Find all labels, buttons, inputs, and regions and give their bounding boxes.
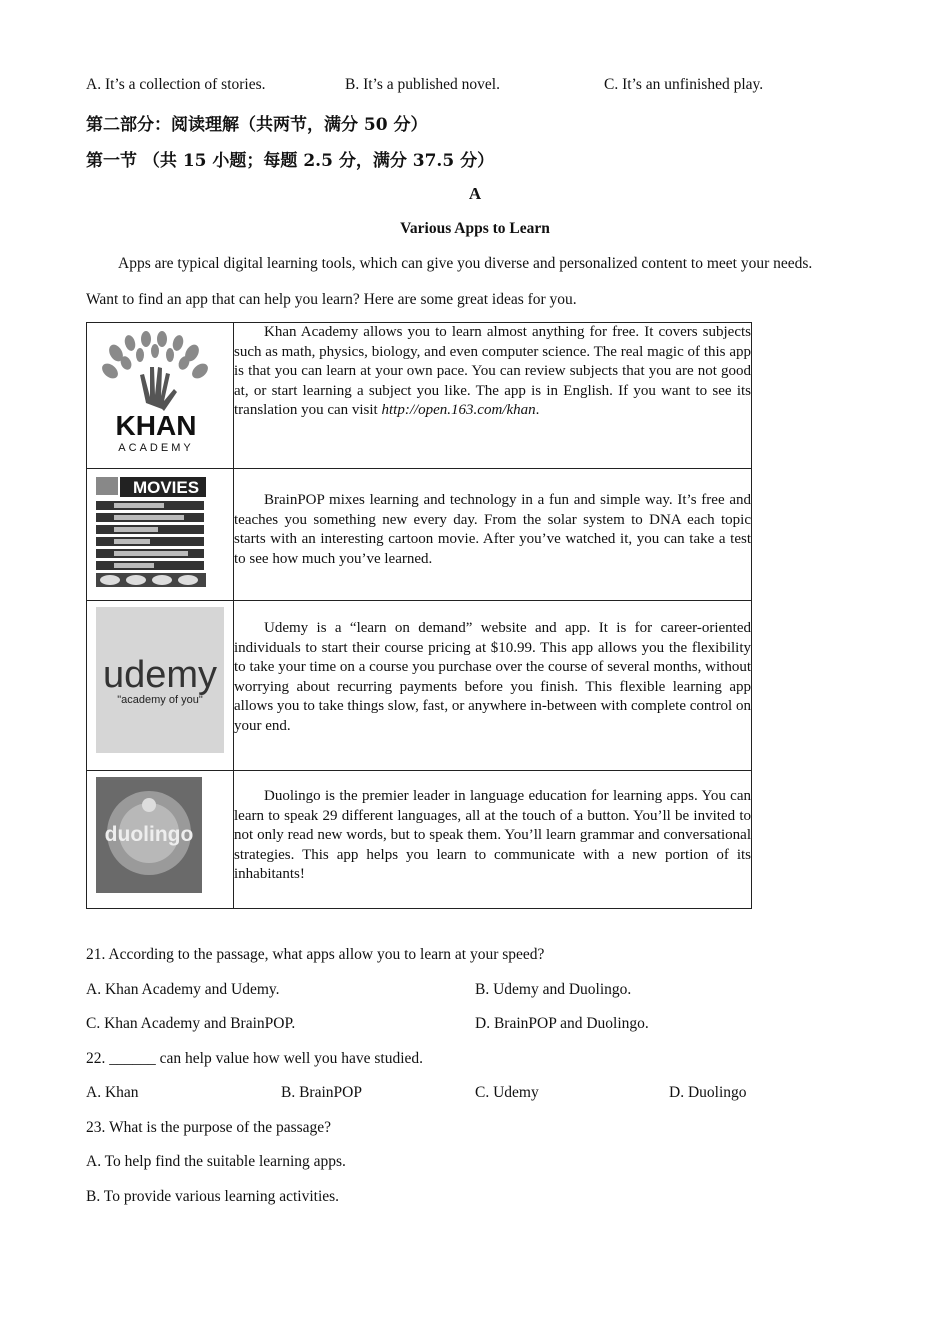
- question-21-option-c[interactable]: C. Khan Academy and BrainPOP.: [86, 1015, 296, 1032]
- apps-table: [86, 322, 752, 909]
- brainpop-logo: [96, 475, 206, 587]
- question-21-option-a[interactable]: A. Khan Academy and Udemy.: [86, 981, 280, 998]
- table-row: [87, 469, 752, 601]
- question-23-stem: 23. What is the purpose of the passage?: [86, 1119, 332, 1136]
- duolingo-description: Duolingo is the premier leader in language education for learning apps. You can learn to speak 29 different languages, all at the touch of a button. You’ll be invited to not only read new words, but to speak them. You’ll learn grammar and conversational strategies. This app helps you learn to communicate with a new portion of its inhabitants!: [234, 771, 752, 909]
- question-21-option-b[interactable]: B. Udemy and Duolingo.: [475, 981, 632, 998]
- question-22-option-b[interactable]: B. BrainPOP: [281, 1084, 362, 1101]
- svg-text:udemy: udemy: [102, 654, 218, 696]
- duolingo-logo: [96, 777, 202, 893]
- question-21-stem: 21. According to the passage, what apps allow you to learn at your speed?: [86, 946, 545, 963]
- udemy-description: Udemy is a “learn on demand” website and app. It is for career-oriented individuals to start their course pricing at $10.99. This app allows you the flexibility to take your time on a course you purchase over the course of several months, without worrying about recurring payments before you finish. This flexible learning app allows you to take things slow, fast, or anywhere in-between with complete control on your end.: [234, 601, 752, 771]
- prev-option-a: A. It’s a collection of stories.: [86, 76, 266, 93]
- svg-text:KHAN: KHAN: [115, 410, 197, 441]
- part-heading: 第二部分：阅读理解（共两节，满分 50 分）: [86, 115, 428, 135]
- svg-text:ACADEMY: ACADEMY: [118, 442, 194, 454]
- intro-line-2: Want to find an app that can help you learn? Here are some great ideas for you.: [86, 291, 577, 308]
- brainpop-logo-cell: [87, 469, 234, 601]
- question-22-option-a[interactable]: A. Khan: [86, 1084, 139, 1101]
- khan-description: Khan Academy allows you to learn almost anything for free. It covers subjects such as math, physics, biology, and even computer science. The real magic of this app is that you can learn at your own pace. You can review subjects that you are not good at, or start learning a subject you like. The app is in English. If you want to see its translation you can visit http://open.163.com/khan.: [234, 323, 752, 469]
- prev-option-c: C. It’s an unfinished play.: [604, 76, 764, 93]
- svg-text:MOVIES: MOVIES: [132, 478, 200, 497]
- question-23-option-b[interactable]: B. To provide various learning activities.: [86, 1188, 340, 1205]
- duolingo-owl-icon: [96, 777, 202, 893]
- question-22-option-c[interactable]: C. Udemy: [475, 1084, 539, 1101]
- duolingo-logo-cell: [87, 771, 234, 909]
- table-row: [87, 601, 752, 771]
- question-23-option-a[interactable]: A. To help find the suitable learning apps.: [86, 1153, 346, 1170]
- section-heading: 第一节 （共 15 小题；每题 2.5 分，满分 37.5 分）: [86, 151, 495, 171]
- prev-option-b: B. It’s a published novel.: [345, 76, 500, 93]
- udemy-logo-cell: [87, 601, 234, 771]
- passage-title: Various Apps to Learn: [400, 220, 550, 237]
- question-21-option-d[interactable]: D. BrainPOP and Duolingo.: [475, 1015, 649, 1032]
- udemy-logo: [96, 607, 224, 753]
- table-row: [87, 771, 752, 909]
- khan-academy-logo: [96, 331, 216, 455]
- brainpop-movies-icon: [96, 475, 206, 587]
- khan-link[interactable]: http://open.163.com/khan: [381, 402, 536, 418]
- khan-logo-cell: [87, 323, 234, 469]
- table-row: [87, 323, 752, 469]
- question-22-option-d[interactable]: D. Duolingo: [669, 1084, 747, 1101]
- passage-letter: A: [468, 184, 482, 203]
- intro-line-1: Apps are typical digital learning tools, which can give you diverse and personalized content to meet your needs.: [118, 255, 813, 272]
- brainpop-description: BrainPOP mixes learning and technology in a fun and simple way. It’s free and teaches you something new every day. From the solar system to DNA each topic starts with an interesting cartoon movie. After you’ve watched it, you can take a test to see how much you’ve learned.: [234, 469, 752, 601]
- tree-hand-icon: [96, 331, 216, 455]
- question-22-stem: 22. ______ can help value how well you have studied.: [86, 1050, 424, 1067]
- udemy-wordmark-icon: [96, 607, 224, 753]
- svg-text:"academy of you": "academy of you": [117, 694, 203, 706]
- svg-text:duolingo: duolingo: [104, 823, 194, 846]
